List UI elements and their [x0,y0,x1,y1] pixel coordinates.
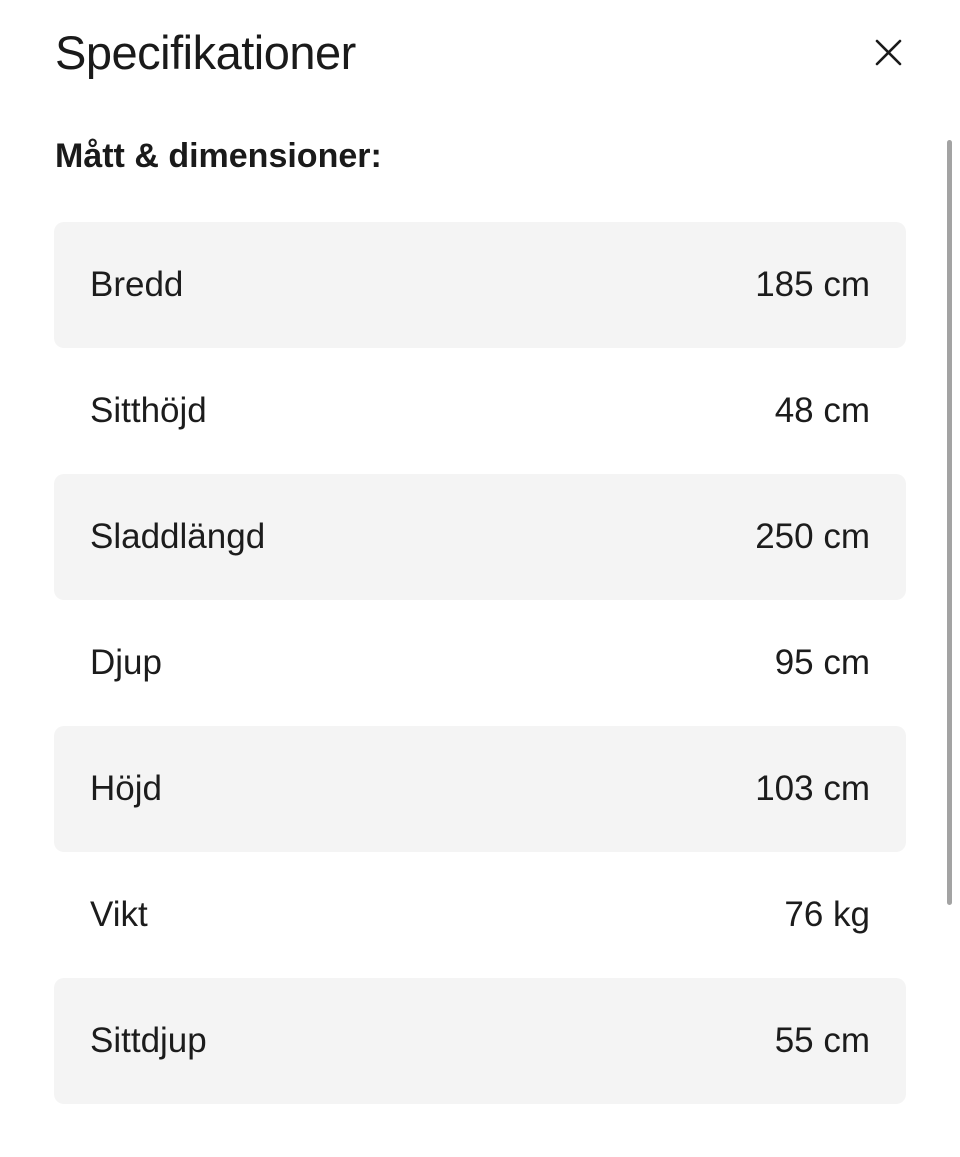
section-heading: Mått & dimensioner: [55,137,382,175]
spec-row [54,600,906,726]
spec-value: 76 kg [784,895,870,934]
spec-label: Sladdlängd [90,517,266,556]
spec-label: Sittdjup [90,1021,207,1060]
spec-label: Sitthöjd [90,391,207,430]
spec-list [54,222,906,1104]
spec-label: Bredd [90,265,184,304]
spec-row [54,474,906,600]
spec-row [54,348,906,474]
spec-value: 55 cm [774,1021,870,1060]
spec-label: Djup [90,643,162,682]
spec-value: 250 cm [755,517,870,556]
spec-label: Vikt [90,895,148,934]
close-icon [875,39,902,66]
spec-label: Höjd [90,769,162,808]
spec-value: 103 cm [755,769,870,808]
spec-row [54,726,906,852]
spec-row [54,978,906,1104]
spec-value: 95 cm [774,643,870,682]
close-button[interactable] [864,28,912,76]
spec-row [54,852,906,978]
spec-value: 185 cm [755,265,870,304]
spec-row [54,222,906,348]
modal-title: Specifikationer [55,26,356,79]
scrollbar-thumb[interactable] [947,140,952,905]
spec-value: 48 cm [774,391,870,430]
